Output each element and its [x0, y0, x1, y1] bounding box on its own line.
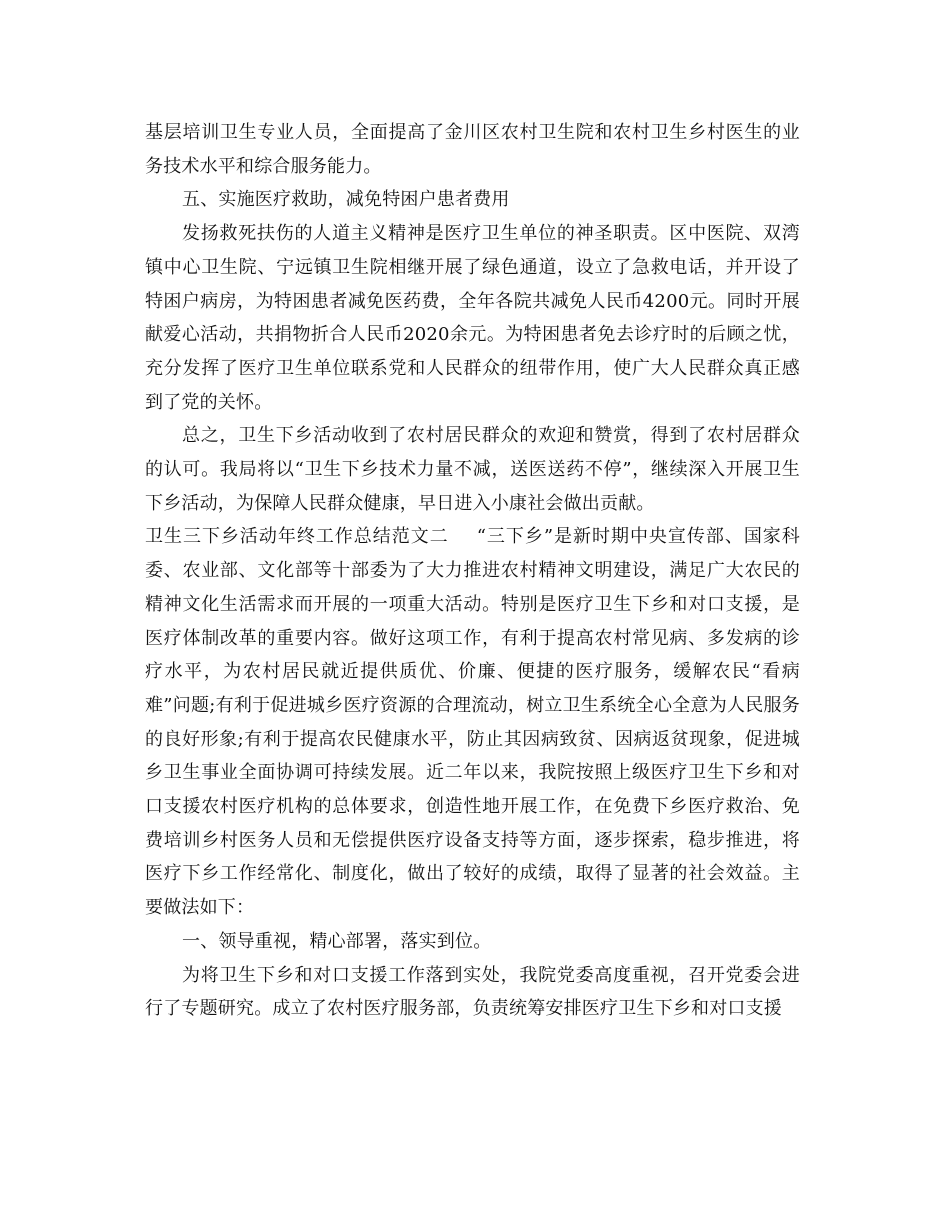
- section-title: 卫生三下乡活动年终工作总结范文二: [145, 526, 449, 548]
- heading-section-five: 五、实施医疗救助，减免特困户患者费用: [182, 189, 510, 211]
- document-body: [145, 116, 800, 1026]
- paragraph-leadership: 为将卫生下乡和对口支援工作落到实处，我院党委高度重视，召开党委会进行了专题研究。成立了农村医疗服务部，负责统筹安排医疗卫生下乡和对口支援: [145, 964, 800, 1020]
- paragraph-continuation: 基层培训卫生专业人员，全面提高了金川区农村卫生院和农村卫生乡村医生的业务技术水平和综合服务能力。: [145, 122, 800, 177]
- paragraph-summary: 总之，卫生下乡活动收到了农村居民群众的欢迎和赞赏，得到了农村居群众的认可。我局将以“卫生下乡技术力量不减，送医送药不停”，继续深入开展卫生下乡活动，为保障人民群众健康，早日进入小康社会做出贡献。: [145, 425, 800, 514]
- paragraph-medical-rescue: 发扬救死扶伤的人道主义精神是医疗卫生单位的神圣职责。区中医院、双湾镇中心卫生院、宁远镇卫生院相继开展了绿色通道，设立了急救电话，并开设了特困户病房，为特困患者减免医药费，全年各院共减免人民币4200元。同时开展献爱心活动，共捐物折合人民币2020余元。为特困患者免去诊疗时的后顾之忧，充分发挥了医疗卫生单位联系党和人民群众的纽带作用，使广大人民群众真正感到了党的关怀。: [145, 223, 800, 413]
- paragraph-section-two: [145, 520, 800, 924]
- heading-section-one: 一、领导重视，精心部署，落实到位。: [182, 930, 492, 952]
- paragraph-intro: “三下乡”是新时期中央宣传部、国家科委、农业部、文化部等十部委为了大力推进农村精神文明建设，满足广大农民的精神文化生活需求而开展的一项重大活动。特别是医疗卫生下乡和对口支援，是医疗体制改革的重要内容。做好这项工作，有利于提高农村常见病、多发病的诊疗水平，为农村居民就近提供质优、价廉、便捷的医疗服务，缓解农民“看病难”问题;有利于促进城乡医疗资源的合理流动，树立卫生系统全心全意为人民服务的良好形象;有利于提高农民健康水平，防止其因病致贫、因病返贫现象，促进城乡卫生事业全面协调可持续发展。近二年以来，我院按照上级医疗卫生下乡和对口支援农村医疗机构的总体要求，创造性地开展工作，在免费下乡医疗救治、免费培训乡村医务人员和无偿提供医疗设备支持等方面，逐步探索，稳步推进，将医疗下乡工作经常化、制度化，做出了较好的成绩，取得了显著的社会效益。主要做法如下：: [145, 526, 800, 919]
